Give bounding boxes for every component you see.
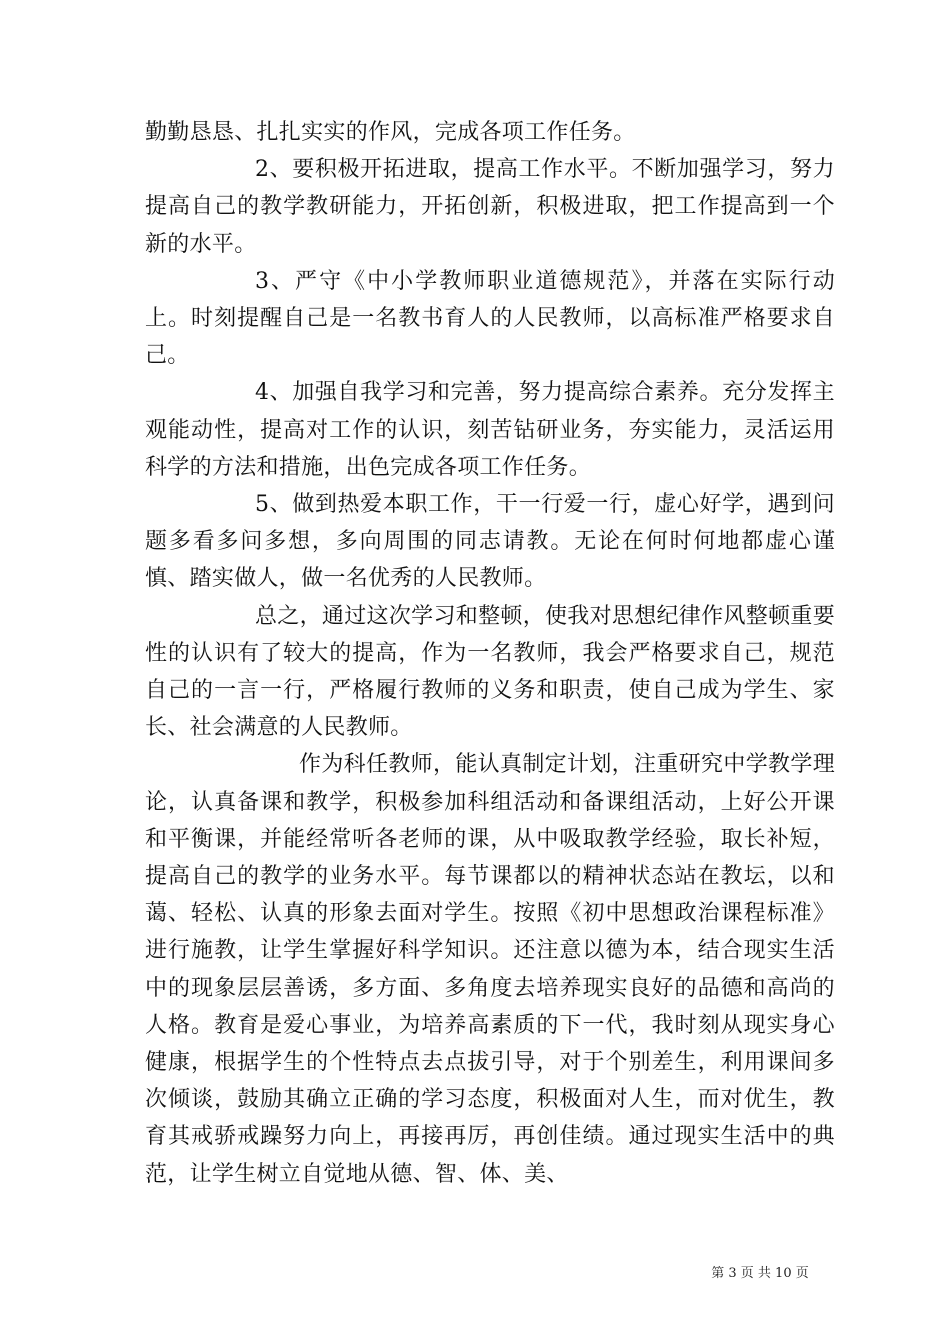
paragraph-item-4: 4、加强自我学习和完善，努力提高综合素养。充分发挥主观能动性，提高对工作的认识，刻苦钻研业务，夯实能力，灵活运用科学的方法和措施，出色完成各项工作任务。 [145, 380, 835, 480]
paragraph-item-5: 5、做到热爱本职工作，干一行爱一行，虚心好学，遇到问题多看多问多想，多向周围的同志请教。无论在何时何地都虚心谨慎、踏实做人，做一名优秀的人民教师。 [145, 492, 835, 592]
paragraph-item-3: 3、严守《中小学教师职业道德规范》，并落在实际行动上。时刻提醒自己是一名教书育人的人民教师，以高标准严格要求自己。 [145, 268, 835, 369]
page-number-footer: 第 3 页 共 10 页 [711, 1266, 809, 1281]
paragraph-continuation: 勤勤恳恳、扎扎实实的作风，完成各项工作任务。 [145, 120, 636, 145]
document-body [145, 114, 835, 1193]
paragraph-summary: 总之，通过这次学习和整顿，使我对思想纪律作风整顿重要性的认识有了较大的提高，作为一名教师，我会严格要求自己，规范自己的一言一行，严格履行教师的义务和职责，使自己成为学生、家长、社会满意的人民教师。 [145, 603, 835, 741]
paragraph-teaching: 作为科任教师，能认真制定计划，注重研究中学教学理论，认真备课和教学，积极参加科组活动和备课组活动，上好公开课和平衡课，并能经常听各老师的课，从中吸取教学经验，取长补短，提高自己的教学的业务水平。每节课都以的精神状态站在教坛，以和蔼、轻松、认真的形象去面对学生。按照《初中思想政治课程标准》进行施教，让学生掌握好科学知识。还注意以德为本，结合现实生活中的现象层层善诱，多方面、多角度去培养现实良好的品德和高尚的人格。教育是爱心事业，为培养高素质的下一代，我时刻从现实身心健康，根据学生的个性特点去点拔引导，对于个别差生，利用课间多次倾谈，鼓励其确立正确的学习态度，积极面对人生，而对优生，教育其戒骄戒躁努力向上，再接再厉，再创佳绩。通过现实生活中的典范，让学生树立自觉地从德、智、体、美、 [145, 752, 835, 1187]
paragraph-item-2: 2、要积极开拓进取，提高工作水平。不断加强学习，努力提高自己的教学教研能力，开拓创新，积极进取，把工作提高到一个新的水平。 [145, 157, 835, 257]
